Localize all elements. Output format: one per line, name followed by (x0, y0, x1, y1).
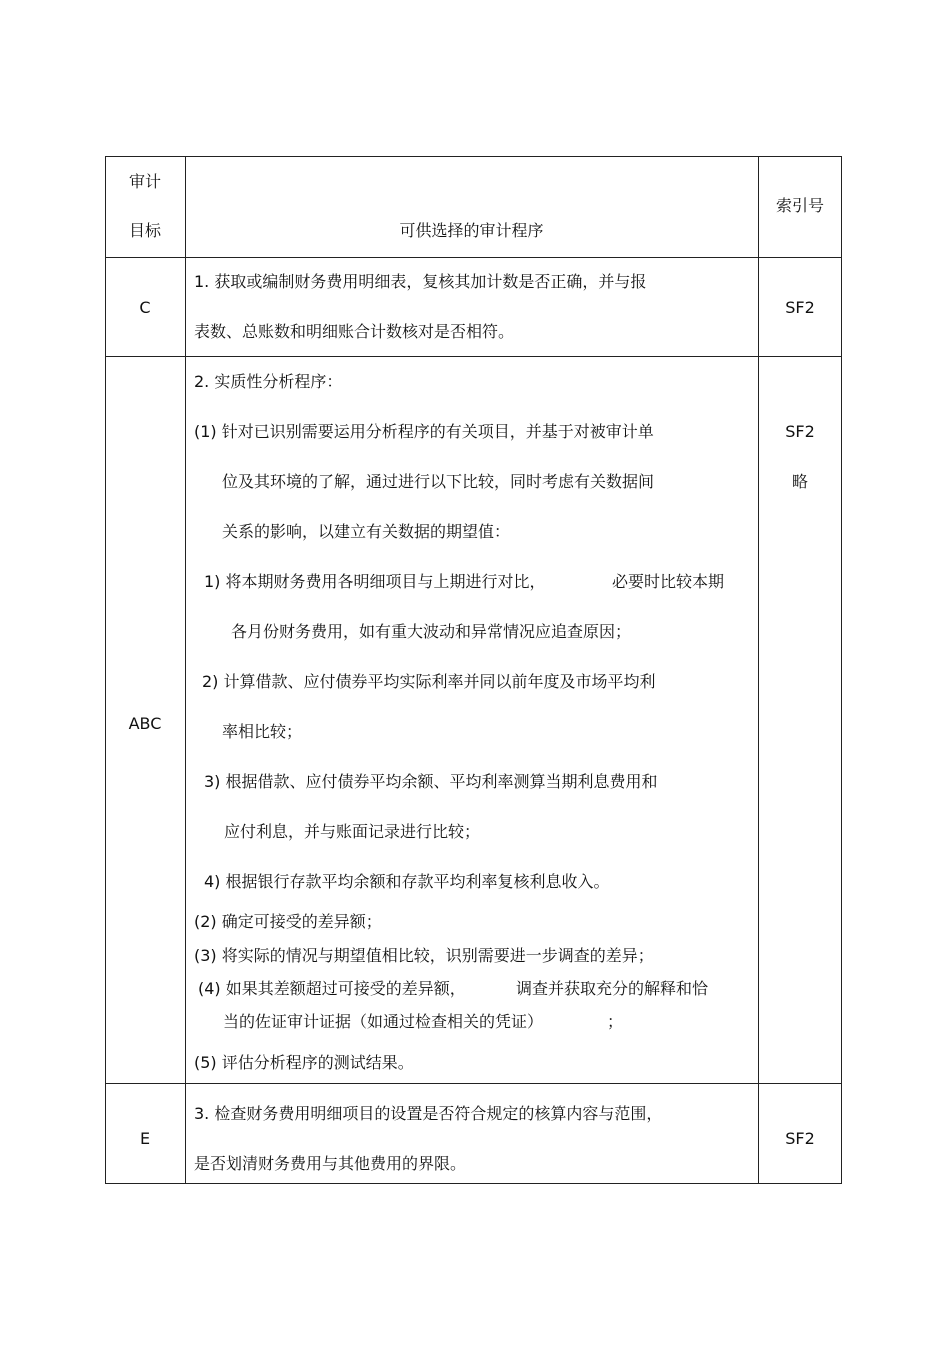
row-divider (106, 1083, 841, 1084)
row-divider (106, 356, 841, 357)
procedure-line: 3. 检查财务费用明细项目的设置是否符合规定的核算内容与范围， (194, 1104, 663, 1123)
procedure-line: 关系的影响，以建立有关数据的期望值： (222, 522, 511, 541)
row-target: ABC (128, 714, 162, 733)
row-target: E (139, 1129, 151, 1148)
procedure-line: 1) 将本期财务费用各明细项目与上期进行对比， (204, 572, 546, 591)
row-index: SF2 (785, 422, 815, 441)
row-index: SF2 (785, 1129, 815, 1148)
procedure-line: 当的佐证审计证据（如通过检查相关的凭证） (223, 1012, 544, 1031)
row-target: C (139, 298, 151, 317)
procedure-line: 1. 获取或编制财务费用明细表，复核其加计数是否正确，并与报 (194, 272, 647, 291)
procedure-line: 2) 计算借款、应付债券平均实际利率并同以前年度及市场平均利 (202, 672, 656, 691)
procedure-line: 应付利息，并与账面记录进行比较； (224, 822, 481, 841)
procedure-line: 各月份财务费用，如有重大波动和异常情况应追查原因； (231, 622, 632, 641)
column-divider (185, 157, 186, 1183)
row-index: 略 (791, 472, 808, 491)
procedure-line: (3) 将实际的情况与期望值相比较，识别需要进一步调查的差异； (194, 946, 654, 965)
header-index: 索引号 (775, 196, 824, 215)
procedure-line: (1) 针对已识别需要运用分析程序的有关项目，并基于对被审计单 (194, 422, 654, 441)
procedure-line: 调查并获取充分的解释和恰 (516, 979, 709, 998)
procedure-line: 4) 根据银行存款平均余额和存款平均利率复核利息收入。 (204, 872, 610, 891)
procedure-line: 3) 根据借款、应付债券平均余额、平均利率测算当期利息费用和 (204, 772, 658, 791)
header-procedures: 可供选择的审计程序 (399, 221, 544, 240)
procedure-line: (2) 确定可接受的差异额； (194, 912, 382, 931)
procedure-line: 表数、总账数和明细账合计数核对是否相符。 (194, 322, 515, 341)
procedure-line: 是否划清财务费用与其他费用的界限。 (194, 1154, 467, 1173)
procedure-line: 位及其环境的了解，通过进行以下比较，同时考虑有关数据间 (222, 472, 655, 491)
header-target-line1: 审计 (128, 172, 161, 191)
procedure-line: 率相比较； (222, 722, 303, 741)
row-index: SF2 (785, 298, 815, 317)
procedure-line: ； (607, 1012, 624, 1031)
procedure-line: (4) 如果其差额超过可接受的差异额， (198, 979, 466, 998)
row-divider (106, 257, 841, 258)
header-target-line2: 目标 (128, 221, 161, 240)
procedure-line: 2. 实质性分析程序： (194, 372, 343, 391)
procedure-line: (5) 评估分析程序的测试结果。 (194, 1053, 414, 1072)
procedure-line: 必要时比较本期 (612, 572, 725, 591)
